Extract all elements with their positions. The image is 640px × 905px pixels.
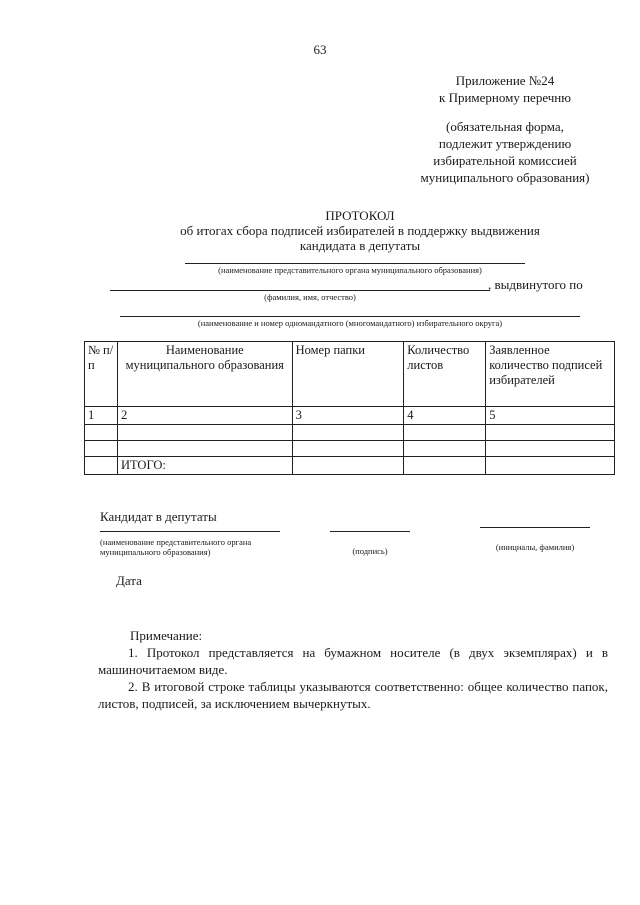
- table-cell: [292, 425, 404, 441]
- district-line: [120, 316, 580, 317]
- table-header-cell: Номер папки: [292, 342, 404, 407]
- table-header-cell: Наименование муниципального образования: [117, 342, 292, 407]
- note-item: 2. В итоговой строке таблицы указываются соответственно: общее количество папок, листов, подписей, за исключением вычеркнутых.: [98, 679, 608, 711]
- table-cell: [486, 425, 615, 441]
- table-cell: [404, 425, 486, 441]
- table-cell: [117, 425, 292, 441]
- table-cell: [486, 441, 615, 457]
- table-cell: 3: [292, 407, 404, 425]
- body-name-caption: (наименование представительного органа муниципального образования): [218, 265, 482, 275]
- appendix-block: [380, 72, 630, 186]
- signature-caption: (подпись): [352, 546, 388, 556]
- candidate-name-line: [110, 290, 490, 291]
- table-cell: 2: [117, 407, 292, 425]
- page-number: 63: [313, 42, 327, 57]
- table-header-cell: Количество листов: [404, 342, 486, 407]
- district-caption: (наименование и номер одномандатного (многомандатного) избирательного округа): [197, 318, 503, 328]
- table-cell: [404, 441, 486, 457]
- table-total-row: [85, 457, 615, 475]
- document-title: [150, 208, 570, 253]
- date-label: Дата: [116, 573, 142, 588]
- candidate-label: Кандидат в депутаты: [100, 509, 217, 524]
- table-cell: [292, 457, 404, 475]
- total-label: ИТОГО:: [117, 457, 292, 475]
- table-cell: [404, 457, 486, 475]
- appendix-line: Приложение №24: [455, 73, 555, 88]
- table-row: [85, 441, 615, 457]
- note-heading: Примечание:: [130, 628, 203, 643]
- signatures-table: [84, 341, 615, 475]
- appendix-line: к Примерному перечню: [439, 90, 571, 105]
- table-header-cell: № п/п: [85, 342, 118, 407]
- note-block: [98, 627, 608, 712]
- table-cell: [292, 441, 404, 457]
- title-line: кандидата в депутаты: [299, 238, 421, 253]
- table-row: [85, 407, 615, 425]
- signature-body-line: [100, 531, 280, 532]
- candidate-name-caption: (фамилия, имя, отчество): [264, 292, 356, 302]
- table-cell: 4: [404, 407, 486, 425]
- initials-line: [480, 527, 590, 528]
- title-heading: ПРОТОКОЛ: [325, 208, 395, 223]
- nominated-suffix: , выдвинутого по: [488, 277, 583, 292]
- table-cell: [85, 457, 118, 475]
- table-cell: [117, 441, 292, 457]
- note-item: 1. Протокол представляется на бумажном носителе (в двух экземплярах) и в машиночитаемом виде.: [98, 645, 608, 677]
- table-cell: [85, 441, 118, 457]
- signature-body-caption: (наименование представительного органа муниципального образования): [100, 537, 252, 557]
- appendix-line: (обязательная форма,: [446, 119, 564, 134]
- table-cell: [85, 425, 118, 441]
- table-cell: 5: [486, 407, 615, 425]
- table-cell: [486, 457, 615, 475]
- appendix-line: избирательной комиссией: [433, 153, 577, 168]
- table-cell: 1: [85, 407, 118, 425]
- table-row: [85, 425, 615, 441]
- title-line: об итогах сбора подписей избирателей в поддержку выдвижения: [180, 223, 540, 238]
- initials-caption: (инициалы, фамилия): [495, 542, 575, 552]
- signature-line: [330, 531, 410, 532]
- table-header-cell: Заявленное количество подписей избирателей: [486, 342, 615, 407]
- appendix-line: муниципального образования): [420, 170, 590, 185]
- appendix-line: подлежит утверждению: [438, 136, 572, 151]
- body-name-line: [185, 263, 525, 264]
- table-header-row: [85, 342, 615, 407]
